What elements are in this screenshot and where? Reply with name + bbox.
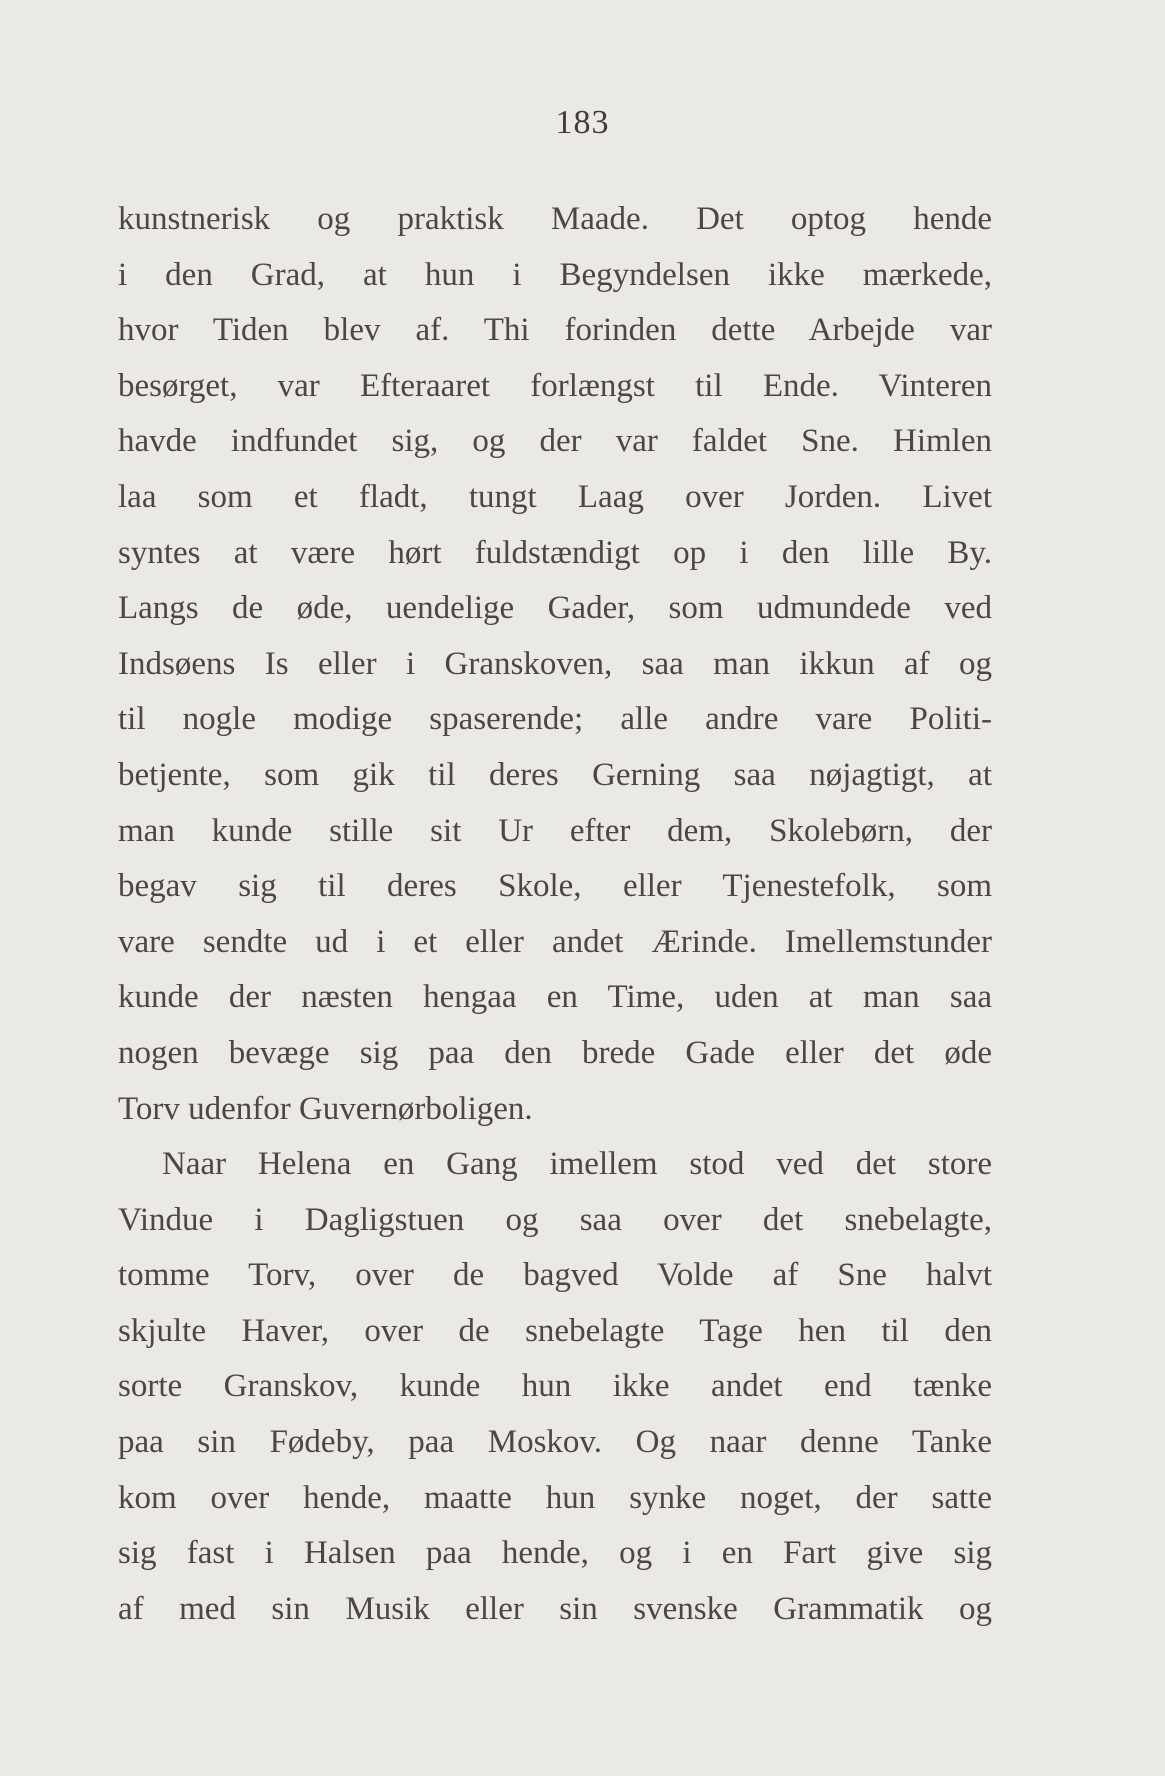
text-line: kom over hende, maatte hun synke noget, der satte [118, 1479, 992, 1516]
text-line: sorte Granskov, kunde hun ikke andet end tænke [118, 1368, 992, 1405]
text-line: havde indfundet sig, og der var faldet Sne. Himlen [118, 423, 992, 460]
text-line: laa som et fladt, tungt Laag over Jorden. Livet [118, 478, 992, 515]
text-line: tomme Torv, over de bagved Volde af Sne halvt [118, 1257, 992, 1294]
text-line: hvor Tiden blev af. Thi forinden dette Arbejde var [118, 312, 992, 349]
text-line: syntes at være hørt fuldstændigt op i den lille By. [118, 534, 992, 571]
text-line: Langs de øde, uendelige Gader, som udmundede ved [118, 590, 992, 627]
text-line: betjente, som gik til deres Gerning saa nøjagtigt, at [118, 756, 992, 793]
text-line: Indsøens Is eller i Granskoven, saa man ikkun af og [118, 645, 992, 682]
page-number: 183 [555, 104, 610, 141]
text-line: besørget, var Efteraaret forlængst til Ende. Vinteren [118, 367, 992, 404]
paragraph-start-line: Naar Helena en Gang imellem stod ved det store [162, 1146, 992, 1183]
text-line: skjulte Haver, over de snebelagte Tage hen til den [118, 1312, 992, 1349]
text-line: sig fast i Halsen paa hende, og i en Fart give sig [118, 1535, 992, 1572]
text-line: vare sendte ud i et eller andet Ærinde. Imellemstunder [118, 923, 992, 960]
text-line: man kunde stille sit Ur efter dem, Skolebørn, der [118, 812, 992, 849]
text-line: i den Grad, at hun i Begyndelsen ikke mærkede, [118, 256, 992, 293]
text-line: Vindue i Dagligstuen og saa over det snebelagte, [118, 1201, 992, 1238]
paragraph-end-line: Torv udenfor Guvernørboligen. [118, 1090, 533, 1127]
body-text [118, 192, 992, 1637]
text-line: nogen bevæge sig paa den brede Gade eller det øde [118, 1034, 992, 1071]
text-line: kunde der næsten hengaa en Time, uden at man saa [118, 979, 992, 1016]
text-line: kunstnerisk og praktisk Maade. Det optog hende [118, 201, 992, 237]
text-line: begav sig til deres Skole, eller Tjenestefolk, som [118, 868, 992, 905]
text-line: af med sin Musik eller sin svenske Grammatik og [118, 1590, 992, 1627]
text-line: til nogle modige spaserende; alle andre vare Politi- [118, 701, 992, 738]
text-line: paa sin Fødeby, paa Moskov. Og naar denne Tanke [118, 1424, 992, 1461]
